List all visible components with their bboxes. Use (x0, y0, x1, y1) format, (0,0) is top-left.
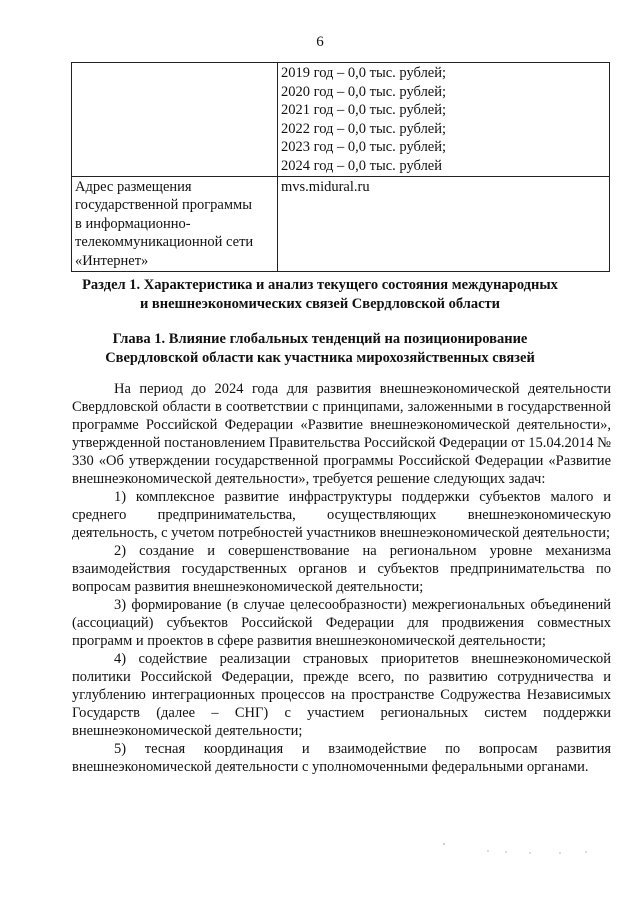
funding-cell (278, 63, 610, 177)
paragraph: 1) комплексное развитие инфраструктуры поддержки субъектов малого и среднего предпринимательства, осуществляющих внешнеэкономическую деятельность, с учетом потребностей участников внешнеэкономической деятельности; (72, 489, 611, 541)
paragraph: На период до 2024 года для развития внешнеэкономической деятельности Свердловской области в соответствии с принципами, заложенными в государственной программе Российской Федерации «Развитие внешнеэкономической деятельности», утвержденной постановлением Правительства Российской Федерации от 15.04.2014 № 330 «Об утверждении государственной программы Российской Федерации «Развитие внешнеэкономической деятельности», требуется решение следующих задач: (72, 381, 611, 487)
address-label-line: «Интернет» (75, 252, 149, 269)
program-passport-table (71, 62, 610, 272)
funding-line: 2022 год – 0,0 тыс. рублей; (281, 120, 447, 137)
address-label-line: в информационно- (75, 215, 191, 232)
address-label-cell (72, 176, 278, 271)
paragraph: 3) формирование (в случае целесообразности) межрегиональных объединений (ассоциаций) субъектов Российской Федерации для продвижения совместных программ и проектов в сфере развития внешнеэкономической деятельности; (72, 597, 611, 649)
funding-line: 2020 год – 0,0 тыс. рублей; (281, 83, 447, 100)
body-text (72, 380, 611, 776)
funding-line: 2021 год – 0,0 тыс. рублей; (281, 102, 447, 119)
chapter-title-line: Свердловской области как участника мирохозяйственных связей (105, 350, 535, 366)
table-row (72, 63, 610, 177)
section-title (0, 276, 640, 314)
paragraph: 2) создание и совершенствование на региональном уровне механизма взаимодействия государственных органов и субъектов предпринимательства по вопросам развития внешнеэкономической деятельности; (72, 543, 611, 595)
address-label-line: государственной программы (75, 197, 252, 214)
section-title-line: и внешнеэкономических связей Свердловской области (139, 296, 501, 312)
funding-line: 2023 год – 0,0 тыс. рублей; (281, 139, 447, 156)
address-label-line: Адрес размещения (75, 178, 192, 195)
table-cell-empty (72, 63, 278, 177)
table-row (72, 176, 610, 271)
scan-specks (440, 842, 590, 854)
paragraph: 5) тесная координация и взаимодействие по вопросам развития внешнеэкономической деятельности с уполномоченными федеральными органами. (72, 741, 611, 775)
page-number: 6 (316, 34, 324, 50)
funding-line: 2024 год – 0,0 тыс. рублей (281, 157, 443, 174)
address-value-cell (278, 176, 610, 271)
chapter-title (0, 330, 640, 368)
address-value: mvs.midural.ru (281, 178, 370, 195)
funding-line: 2019 год – 0,0 тыс. рублей; (281, 65, 447, 81)
paragraph: 4) содействие реализации страновых приоритетов внешнеэкономической политики Российской Федерации, прежде всего, по развитию сотрудничества и углублению интеграционных процессов на пространстве Содружества Независимых Государств (далее – СНГ) с участием региональных систем поддержки внешнеэкономической деятельности; (72, 651, 611, 739)
section-title-line: Раздел 1. Характеристика и анализ текущего состояния международных (82, 277, 558, 293)
address-label-line: телекоммуникационной сети (75, 234, 254, 251)
chapter-title-line: Глава 1. Влияние глобальных тенденций на позиционирование (112, 331, 528, 347)
